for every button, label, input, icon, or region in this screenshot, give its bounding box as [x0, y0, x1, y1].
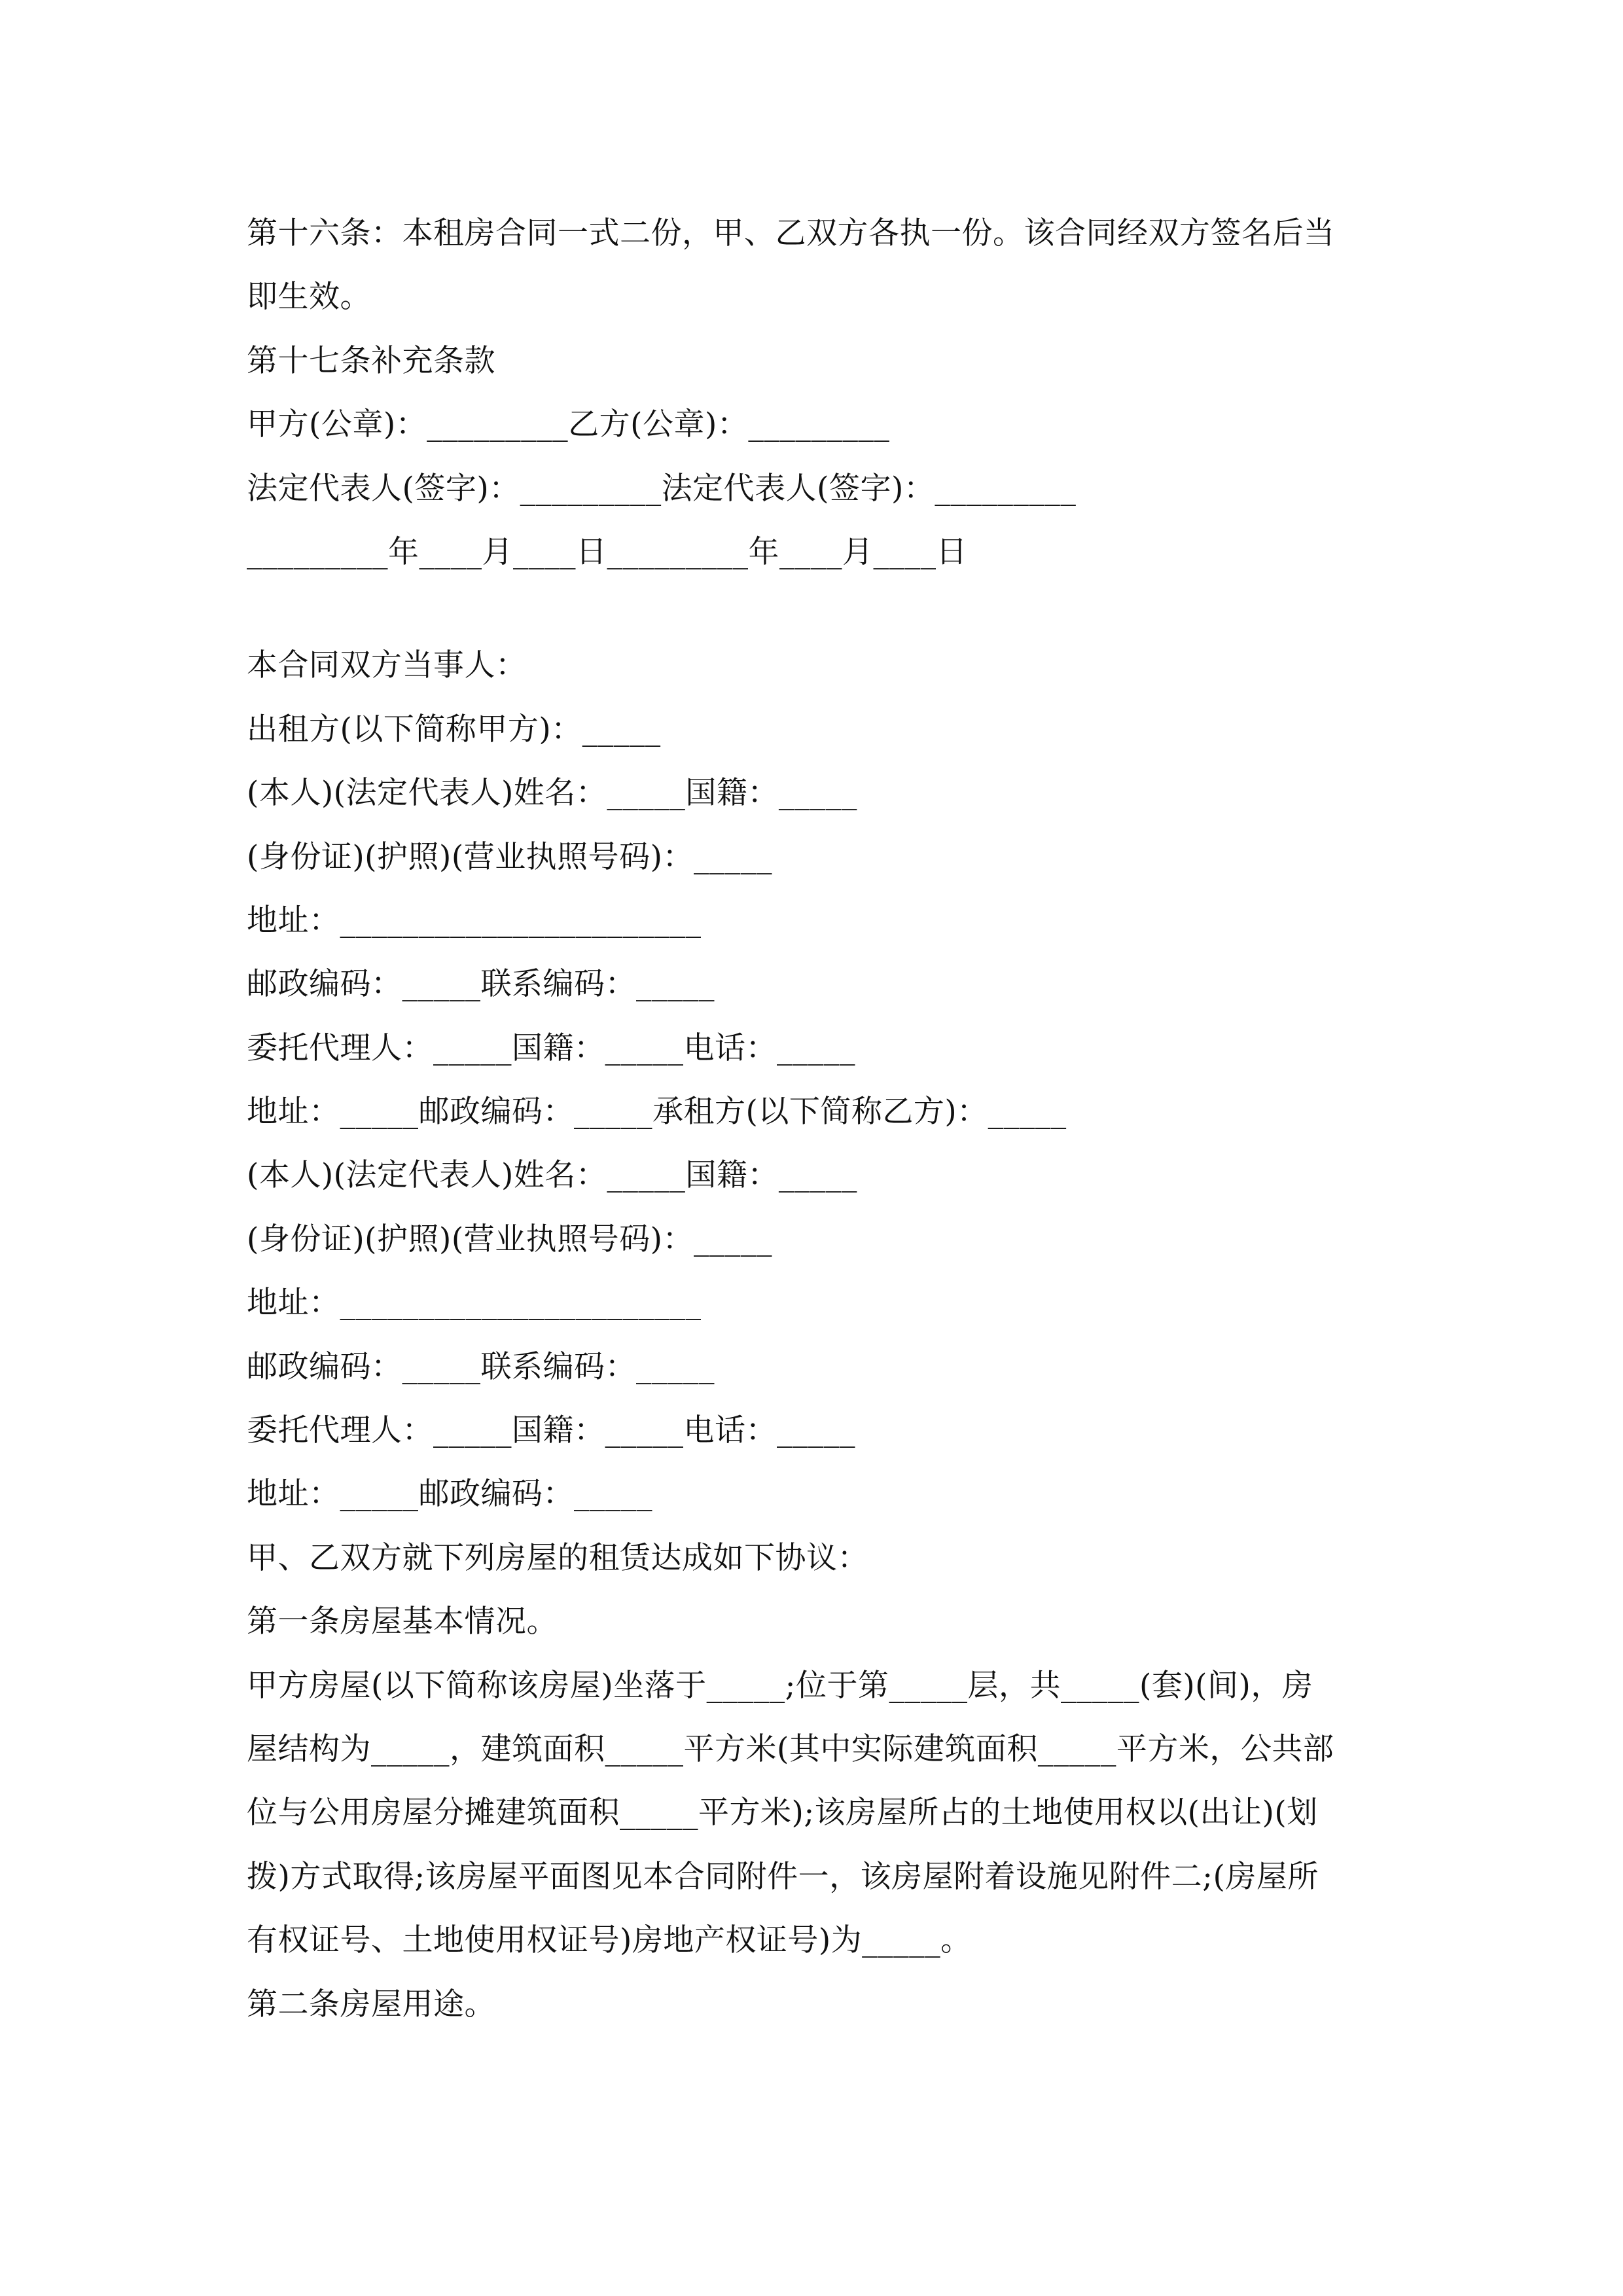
text-line: 本合同双方当事人： — [247, 647, 527, 684]
text-line: 第十六条：本租房合同一式二份，甲、乙双方各执一份。该合同经双方签名后当 — [247, 215, 1335, 251]
text-line: 委托代理人：_____国籍：_____电话：_____ — [247, 1412, 855, 1449]
article-heading: 第一条房屋基本情况。 — [247, 1604, 558, 1640]
text-line: 甲方房屋(以下简称该房屋)坐落于_____;位于第_____层，共_____(套)(间)，房 — [247, 1667, 1313, 1704]
text-line: 有权证号、土地使用权证号)房地产权证号)为_____。 — [247, 1922, 972, 1959]
text-line: 地址：_____邮政编码：_____ — [247, 1476, 652, 1513]
text-line: 拨)方式取得;该房屋平面图见本合同附件一，该房屋附着设施见附件二;(房屋所 — [247, 1858, 1319, 1895]
text-line: 位与公用房屋分摊建筑面积_____平方米);该房屋所占的土地使用权以(出让)(划 — [247, 1795, 1318, 1831]
text-line: 即生效。 — [247, 279, 371, 315]
document-page — [247, 202, 1376, 2036]
text-line: (本人)(法定代表人)姓名：_____国籍：_____ — [247, 1157, 857, 1194]
text-line: 甲、乙双方就下列房屋的租赁达成如下协议： — [247, 1539, 868, 1576]
text-line: 邮政编码：_____联系编码：_____ — [247, 966, 715, 1003]
text-line: 地址：_______________________ — [247, 902, 702, 939]
article-heading: 第二条房屋用途。 — [247, 1986, 495, 2022]
text-line: (身份证)(护照)(营业执照号码)：_____ — [247, 838, 773, 875]
contract-parties-section — [247, 634, 1376, 2036]
text-line: 邮政编码：_____联系编码：_____ — [247, 1348, 715, 1385]
closing-clauses — [247, 202, 1376, 584]
date-line: _________年____月____日_________年____月____日 — [247, 533, 967, 570]
text-line: (身份证)(护照)(营业执照号码)：_____ — [247, 1221, 773, 1257]
text-line: 出租方(以下简称甲方)：_____ — [247, 711, 661, 747]
section-gap — [247, 584, 1376, 634]
text-line: 地址：_______________________ — [247, 1285, 702, 1321]
signature-line: 甲方(公章)：_________乙方(公章)：_________ — [247, 406, 890, 443]
text-line: 第十七条补充条款 — [247, 342, 495, 379]
text-line: (本人)(法定代表人)姓名：_____国籍：_____ — [247, 775, 857, 812]
text-line: 屋结构为_____，建筑面积_____平方米(其中实际建筑面积_____平方米，公共部 — [247, 1731, 1334, 1767]
signature-line: 法定代表人(签字)：_________法定代表人(签字)：_________ — [247, 470, 1077, 507]
text-line: 地址：_____邮政编码：_____承租方(以下简称乙方)：_____ — [247, 1094, 1067, 1130]
text-line: 委托代理人：_____国籍：_____电话：_____ — [247, 1030, 855, 1066]
